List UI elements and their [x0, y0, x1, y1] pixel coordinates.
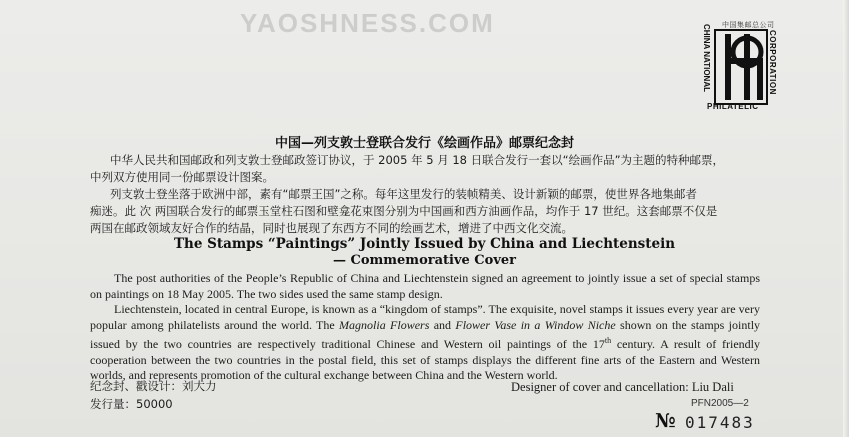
cn-para1-line2: 中列双方使用同一份邮票设计图案。 [90, 170, 274, 184]
logo-philatelic-text: PHILATELIC [707, 102, 759, 111]
serial-number: 017483 [685, 413, 755, 432]
en-para2-d: century. A result of friendly cooperation between the two countries in the postal field, this set of stamps displays the different fine arts of the Eastern and Western worlds, and represents promotion of the cultural exchange between China and the Western world. [90, 337, 761, 382]
cn-para2-line1: 列支敦士登坐落于欧洲中部，素有“邮票王国”之称。每年这里发行的装帧精美、设计新颖的邮票，使世界各地集邮者 [110, 187, 697, 201]
logo-china-national-text: CHINA NATIONAL [702, 24, 711, 92]
cn-para1-line1: 中华人民共和国邮政和列支敦士登邮政签订协议，于 2005 年 5 月 18 日联合发行一套以“绘画作品”为主题的特种邮票， [110, 153, 725, 167]
cn-para2-line3: 两国在邮政领域友好合作的结晶，同时也展现了东西方不同的绘画艺术，增进了中西文化交流。 [90, 221, 573, 235]
paper-edge [843, 0, 849, 437]
logo-corporation-text: CORPORATION [768, 30, 777, 95]
designer-cn: 纪念封、戳设计：刘大力 [90, 379, 217, 393]
logo-cn-label: 中国集邮总公司 [722, 21, 775, 29]
en-para2 [90, 302, 760, 384]
serial-label: № [655, 410, 676, 432]
en-para2-em1: Magnolia Flowers [339, 317, 430, 332]
en-para2-a: Liechtenstein, located in central Europe, is known as a “kingdom of stamps”. The exquisite, novel stamps it issues every year are very popular among philatelists around the world. The [90, 302, 760, 332]
en-para2-c: shown on the stamps jointly issued by the two countries are respectively traditional Chinese and Western oil paintings of the 17 [90, 317, 761, 351]
designer-en: Designer of cover and cancellation: Liu Dali [511, 380, 734, 394]
en-para2-b: and [429, 317, 456, 332]
en-para2-em2: Flower Vase in a Window Niche [455, 317, 616, 332]
cn-title: 中国—列支敦士登联合发行《绘画作品》邮票纪念封 [274, 136, 574, 151]
en-subtitle: — Commemorative Cover [332, 253, 516, 268]
en-para1: The post authorities of the People’s Republic of China and Liechtenstein signed an agreement to jointly issue a set of special stamps on paintings on 18 May 2005. The two sides used the same stamp design. [90, 271, 760, 301]
watermark: YAOSHNESS.COM [240, 8, 495, 38]
philatelic-corporation-logo-icon [701, 20, 791, 110]
cn-para2-line2: 痴迷。此 次 两国联合发行的邮票玉堂柱石图和壁龛花束图分别为中国画和西方油画作品，均作于 17 世纪。这套邮票不仅是 [90, 204, 718, 218]
issue-quantity-cn: 发行量：50000 [90, 397, 173, 411]
cover-code: PFN2005—2 [691, 398, 749, 409]
en-para2-sup: th [604, 336, 612, 345]
en-title: The Stamps “Paintings” Jointly Issued by China and Liechtenstein [173, 236, 676, 252]
